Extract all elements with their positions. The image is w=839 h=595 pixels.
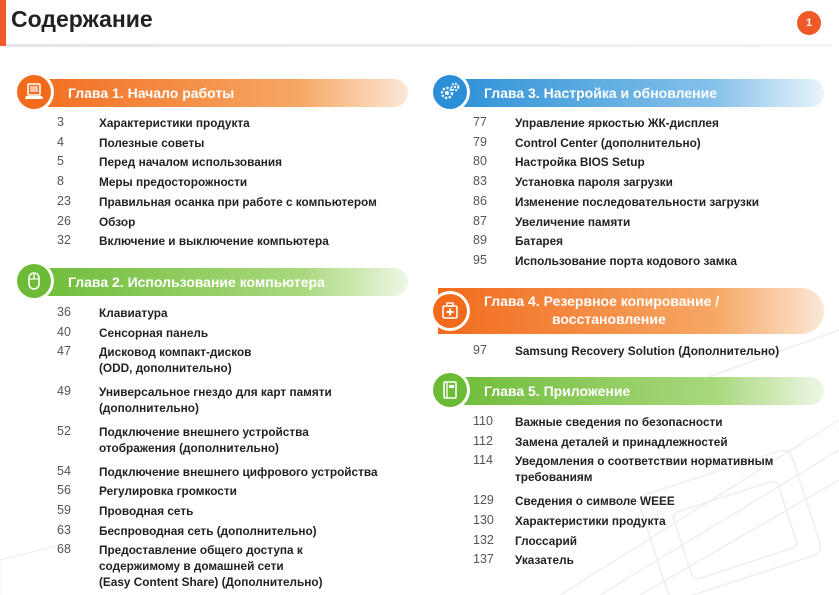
- toc-entry-title: Полезные советы: [99, 135, 205, 150]
- toc-page-number: 129: [473, 493, 494, 508]
- chapter-1-title: Глава 1. Начало работы: [68, 85, 235, 101]
- toc-entry-title: Указатель: [515, 553, 574, 568]
- toc-entry-title: Правильная осанка при работе с компьютером: [99, 194, 377, 209]
- toc-entry-title: Характеристики продукта: [515, 513, 666, 528]
- toc-page-number: 80: [473, 154, 487, 169]
- toc-entry[interactable]: [57, 233, 329, 249]
- toc-page-number: 77: [473, 115, 487, 129]
- toc-entry[interactable]: [473, 414, 723, 430]
- toc-entry[interactable]: [473, 135, 701, 151]
- chapter-3-title: Глава 3. Настройка и обновление: [484, 85, 717, 101]
- toc-entry-title: Сенсорная панель: [99, 325, 209, 340]
- toc-entry-title: Важные сведения по безопасности: [515, 415, 723, 429]
- chapter-4-banner[interactable]: [438, 288, 824, 334]
- toc-entry-title: Обзор: [99, 214, 136, 229]
- toc-page-number: 4: [57, 134, 64, 149]
- toc-entry-title: Samsung Recovery Solution (Дополнительно): [515, 344, 780, 358]
- toc-entry[interactable]: [473, 233, 563, 249]
- toc-entry-title: Уведомления о соответствии нормативным требованиям: [515, 454, 774, 485]
- toc-entry-title: Глоссарий: [515, 533, 578, 548]
- page-number-badge: 1: [797, 11, 821, 35]
- toc-entry-title: Перед началом использования: [99, 155, 283, 170]
- toc-page-number: 130: [473, 512, 494, 527]
- toc-entry-title: Установка пароля загрузки: [515, 175, 673, 190]
- toc-page-number: 86: [473, 193, 487, 208]
- toc-page-number: 110: [473, 414, 493, 428]
- toc-page-number: 132: [473, 532, 494, 547]
- toc-page-number: 59: [57, 502, 71, 517]
- chapter-4-title-line2: восстановление: [552, 311, 666, 327]
- toc-entry-title: Подключение внешнего цифрового устройства: [99, 464, 378, 479]
- chapter-5-banner[interactable]: [438, 377, 824, 405]
- chapter-5-title: Глава 5. Приложение: [484, 383, 631, 399]
- first-aid-kit-icon: [430, 291, 470, 331]
- toc-entry-title: Сведения о символе WEEE: [515, 494, 675, 509]
- toc-entry[interactable]: [57, 464, 378, 480]
- page-title: Содержание: [11, 6, 153, 32]
- chapter-4-title-line1: Глава 4. Резервное копирование /: [484, 293, 720, 309]
- toc-entry[interactable]: [57, 424, 309, 456]
- toc-entry[interactable]: [473, 453, 773, 485]
- book-icon: [430, 370, 470, 410]
- toc-page-number: 47: [57, 344, 71, 359]
- toc-entry[interactable]: [473, 343, 779, 359]
- toc-entry[interactable]: [473, 434, 728, 450]
- toc-entry[interactable]: [57, 194, 377, 210]
- chapter-2-banner[interactable]: [22, 268, 408, 296]
- toc-entry[interactable]: [57, 503, 193, 519]
- toc-entry[interactable]: [473, 253, 737, 269]
- toc-entry[interactable]: [473, 194, 759, 210]
- toc-page-number: 68: [57, 542, 71, 557]
- toc-entry[interactable]: [473, 533, 577, 549]
- toc-entry-title: Дисковод компакт-дисков (ODD, дополнительно): [99, 345, 252, 376]
- toc-page-number: 23: [57, 193, 71, 208]
- toc-entry[interactable]: [57, 542, 323, 590]
- toc-page-number: 95: [473, 252, 487, 267]
- toc-entry-title: Настройка BIOS Setup: [515, 155, 645, 170]
- toc-entry-title: Использование порта кодового замка: [515, 253, 737, 268]
- toc-page-number: 36: [57, 305, 71, 319]
- toc-entry-title: Замена деталей и принадлежностей: [515, 434, 728, 449]
- toc-entry-title: Подключение внешнего устройства отображения (дополнительно): [99, 424, 309, 455]
- toc-entry[interactable]: [57, 135, 204, 151]
- toc-entry-title: Включение и выключение компьютера: [99, 234, 329, 249]
- toc-page-number: 87: [473, 213, 487, 228]
- toc-entry[interactable]: [57, 214, 135, 230]
- toc-entry-title: Control Center (дополнительно): [515, 135, 701, 150]
- toc-entry[interactable]: [473, 552, 574, 568]
- toc-page-number: 32: [57, 233, 71, 248]
- toc-page-number: 83: [473, 174, 487, 189]
- laptop-icon: [14, 72, 54, 112]
- toc-entry[interactable]: [57, 384, 332, 416]
- toc-entry-title: Меры предосторожности: [99, 175, 248, 190]
- toc-entry-title: Универсальное гнездо для карт памяти (дополнительно): [99, 385, 332, 416]
- toc-entry-title: Батарея: [515, 234, 564, 249]
- toc-page-number: 5: [57, 154, 64, 169]
- toc-entry[interactable]: [57, 154, 282, 170]
- toc-entry[interactable]: [57, 115, 250, 131]
- toc-page-number: 63: [57, 522, 71, 537]
- toc-page-number: 8: [57, 174, 64, 189]
- toc-page-number: 3: [57, 115, 64, 129]
- toc-entry-title: Предоставление общего доступа к содержимому в домашней сети (Easy Content Share) (Дополнительно): [99, 543, 323, 590]
- gears-icon: [430, 72, 470, 112]
- chapter-3-banner[interactable]: [438, 79, 824, 107]
- chapter-1-banner[interactable]: [22, 79, 408, 107]
- toc-entry-title: Характеристики продукта: [99, 116, 250, 130]
- toc-page-number: 52: [57, 423, 71, 438]
- toc-entry-title: Изменение последовательности загрузки: [515, 194, 760, 209]
- toc-entry[interactable]: [473, 174, 673, 190]
- toc-entry[interactable]: [473, 115, 719, 131]
- toc-page-number: 40: [57, 324, 71, 339]
- toc-page-number: 56: [57, 483, 71, 498]
- title-accent-bar: [0, 0, 6, 46]
- toc-entry[interactable]: [473, 154, 645, 170]
- toc-page-number: 112: [473, 433, 493, 448]
- toc-page-number: 26: [57, 213, 71, 228]
- toc-entry[interactable]: [473, 214, 630, 230]
- toc-entry-title: Регулировка громкости: [99, 484, 237, 499]
- toc-page-number: 114: [473, 453, 493, 468]
- toc-entry[interactable]: [57, 325, 208, 341]
- toc-entry[interactable]: [57, 344, 251, 376]
- title-divider: [6, 44, 832, 47]
- toc-entry[interactable]: [57, 174, 247, 190]
- toc-entry-title: Увеличение памяти: [515, 214, 631, 229]
- toc-entry[interactable]: [473, 513, 666, 529]
- mouse-icon: [14, 261, 54, 301]
- toc-entry-title: Клавиатура: [99, 306, 168, 320]
- toc-entry[interactable]: [57, 483, 237, 499]
- toc-page-number: 49: [57, 384, 71, 399]
- toc-entry-title: Проводная сеть: [99, 503, 194, 518]
- toc-page-number: 97: [473, 343, 487, 357]
- toc-entry[interactable]: [57, 523, 317, 539]
- toc-page-number: 137: [473, 552, 494, 567]
- toc-page-number: 79: [473, 134, 487, 149]
- toc-entry-title: Беспроводная сеть (дополнительно): [99, 523, 317, 538]
- toc-entry[interactable]: [473, 493, 675, 509]
- toc-entry-title: Управление яркостью ЖК-дисплея: [515, 116, 719, 130]
- toc-page-number: 54: [57, 463, 71, 478]
- toc-entry[interactable]: [57, 305, 168, 321]
- chapter-2-title: Глава 2. Использование компьютера: [68, 274, 325, 290]
- toc-page-number: 89: [473, 233, 487, 248]
